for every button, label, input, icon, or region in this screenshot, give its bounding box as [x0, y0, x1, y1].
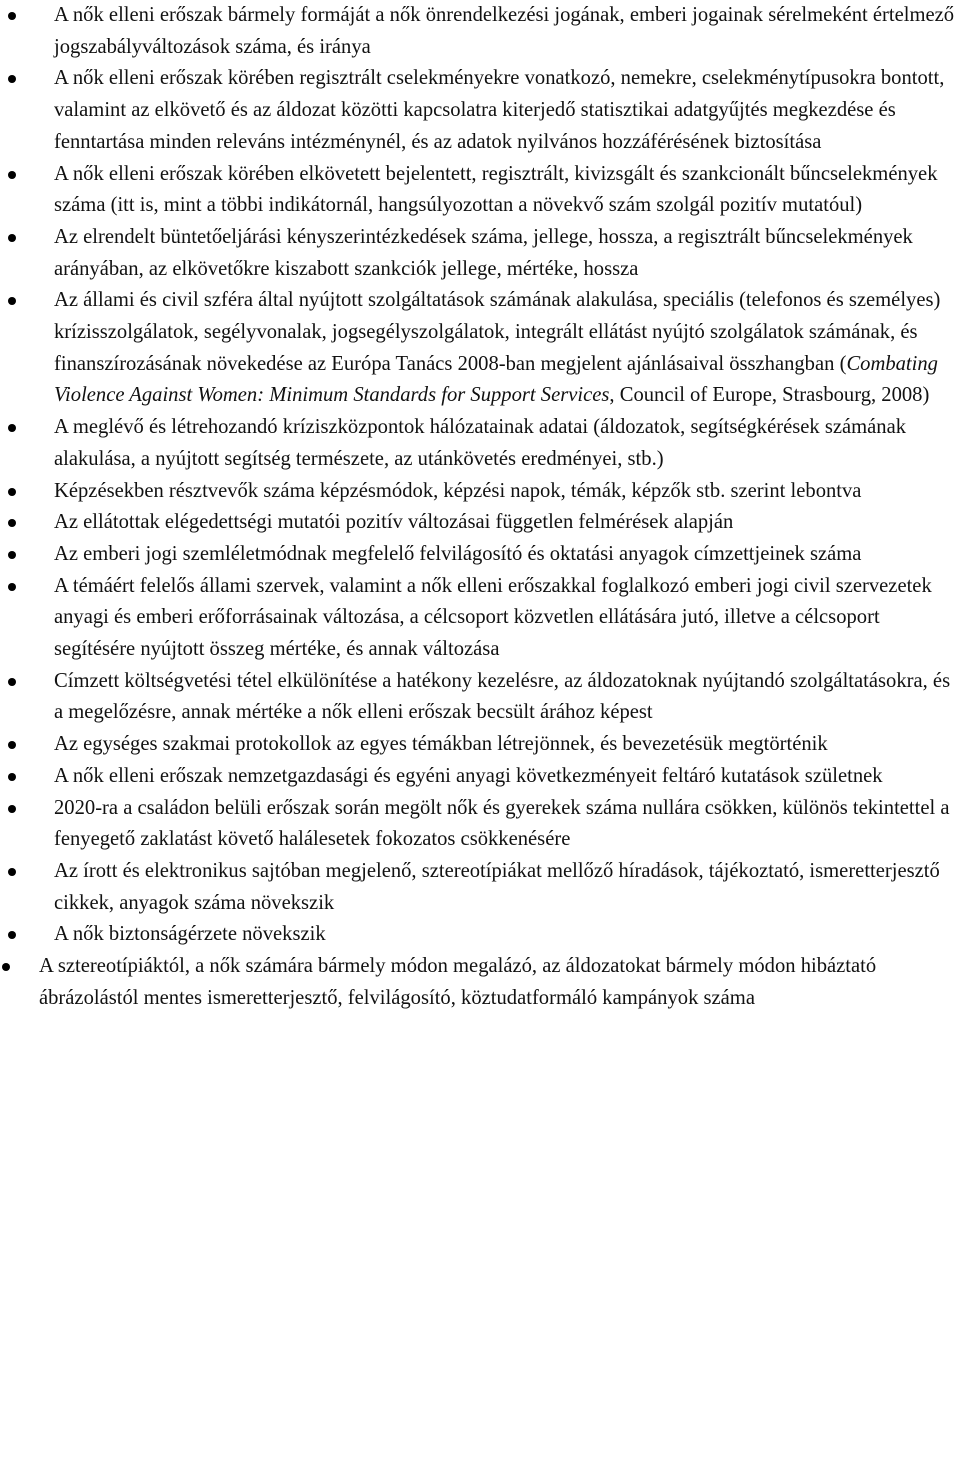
list-item-text: 2020-ra a családon belüli erőszak során megölt nők és gyerekek száma nullára csökken, különös tekintettel a fenyegető zaklatást követő halálesetek fokozatos csökkenésére — [54, 796, 950, 851]
list-item — [0, 63, 960, 158]
bullet-icon — [8, 171, 16, 179]
list-item — [0, 571, 960, 666]
list-item — [0, 793, 960, 856]
bullet-icon — [8, 741, 16, 749]
list-item-text: A nők elleni erőszak körében regisztrált cselekményekre vonatkozó, nemekre, cselekménytípusokra bontott, valamint az elkövető és az áldozat közötti kapcsolatra kiterjedő statisztikai adatgyűjtés megkezdése és fenntartása minden releváns intézménynél, és az adatok nyilvános hozzáférésének biztosítása — [54, 67, 945, 153]
list-item — [0, 856, 960, 919]
list-item — [0, 761, 960, 793]
bullet-icon — [8, 75, 16, 83]
list-item-text: A témáért felelős állami szervek, valamint a nők elleni erőszakkal foglalkozó emberi jogi civil szervezetek anyagi és emberi erőforrásainak változása, a célcsoport közvetlen ellátására jutó, illetve a célcsoport segítésére nyújtott összeg mértéke, és annak változása — [54, 574, 932, 661]
list-item-text: A nők elleni erőszak nemzetgazdasági és egyéni anyagi következményeit feltáró kutatások születnek — [54, 764, 883, 787]
list-item-text: Az egységes szakmai protokollok az egyes témákban létrejönnek, és bevezetésük megtörténik — [54, 733, 828, 756]
list-item — [0, 539, 960, 571]
bullet-icon — [8, 551, 16, 559]
bullet-icon — [8, 488, 16, 496]
list-item-text: A nők biztonságérzete növekszik — [54, 923, 326, 946]
list-item — [0, 476, 960, 508]
list-item — [0, 222, 960, 285]
list-item — [0, 0, 960, 63]
list-item-text: A meglévő és létrehozandó kríziszközpontok hálózatainak adatai (áldozatok, segítségkérések számának alakulása, a nyújtott segítség természete, az utánkövetés eredményei, stb.) — [54, 416, 907, 470]
bullet-icon — [8, 805, 16, 813]
list-item — [0, 285, 960, 412]
bullet-icon — [8, 773, 16, 781]
list-item — [0, 666, 960, 729]
list-item-text: A nők elleni erőszak bármely formáját a nők önrendelkezési jogának, emberi jogainak sérelmeként értelmező jogszabályváltozások száma, és iránya — [54, 4, 955, 58]
list-item-text: Az ellátottak elégedettségi mutatói pozitív változásai független felmérések alapján — [54, 511, 734, 534]
cited-publication-title: Combating Violence Against Women: Minimum Standards for Support Services — [54, 352, 938, 407]
list-item — [0, 159, 960, 222]
citation-details: , Council of Europe, Strasbourg, 2008) — [609, 384, 930, 407]
bullet-icon — [8, 678, 16, 686]
list-item-text: Az írott és elektronikus sajtóban megjelenő, sztereotípiákat mellőző híradások, tájékoztató, ismeretterjesztő cikkek, anyagok száma növekszik — [54, 859, 940, 914]
bullet-icon — [8, 234, 16, 242]
bullet-icon — [8, 424, 16, 432]
bullet-icon — [8, 868, 16, 876]
list-item — [0, 412, 960, 475]
list-item-text: Címzett költségvetési tétel elkülönítése a hatékony kezelésre, az áldozatoknak nyújtandó szolgáltatásokra, és a megelőzésre, annak mértéke a nők elleni erőszak becsült árához képest — [54, 669, 951, 724]
list-item-text: A sztereotípiáktól, a nők számára bármely módon megalázó, az áldozatokat bármely módon hibáztató ábrázolástól mentes ismeretterjesztő, felvilágosító, köztudatformáló kampányok száma — [39, 955, 877, 1009]
list-item — [0, 919, 960, 951]
list-item-text: Az emberi jogi szemléletmódnak megfelelő felvilágosító és oktatási anyagok címzettjeinek száma — [54, 542, 862, 565]
bullet-icon — [8, 12, 16, 20]
list-item-text: Az elrendelt büntetőeljárási kényszerintézkedések száma, jellege, hossza, a regisztrált bűncselekmények arányában, az elkövetőkre kiszabott szankciók jellege, mértéke, hossza — [54, 225, 913, 280]
list-item-text: A nők elleni erőszak körében elkövetett bejelentett, regisztrált, kivizsgált és szankcionált bűncselekmények száma (itt is, mint a többi indikátornál, hangsúlyozottan a növekvő szám szolgál pozitív mutatóul) — [54, 162, 938, 217]
list-item — [0, 951, 960, 1014]
bullet-icon — [8, 519, 16, 527]
bullet-icon — [8, 583, 16, 591]
list-item-text: Az állami és civil szféra által nyújtott szolgáltatások számának alakulása, speciális (telefonos és személyes) krízisszolgálatok, segélyvonalak, jogsegélyszolgálatok, integrált ellátást nyújtó szolgálatok számának, és finanszírozásának növekedése az Európa Tanács 2008-ban megjelent ajánlásaival összhangban ( — [54, 289, 941, 375]
list-item — [0, 507, 960, 539]
bullet-icon — [8, 931, 16, 939]
list-item-text: Képzésekben résztvevők száma képzésmódok, képzési napok, témák, képzők stb. szerint lebontva — [54, 479, 862, 502]
list-item — [0, 729, 960, 761]
bullet-icon — [2, 963, 10, 971]
bullet-icon — [8, 297, 16, 305]
